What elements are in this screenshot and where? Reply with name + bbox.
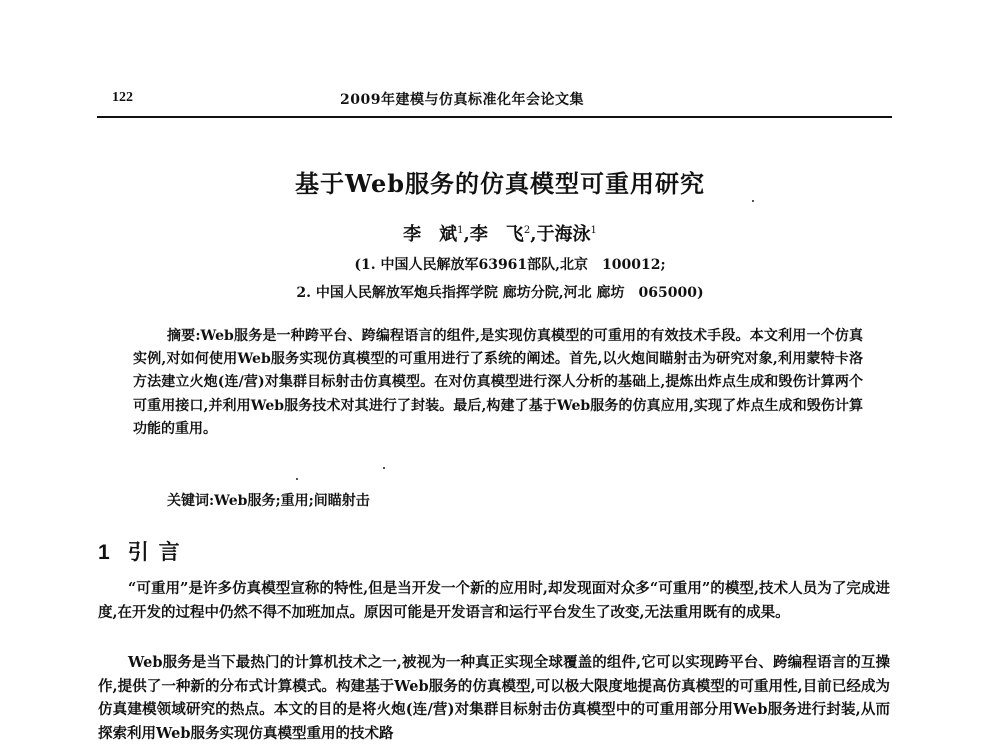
scan-speck bbox=[752, 200, 754, 202]
header-rule bbox=[97, 116, 892, 118]
author-affil-mark: 2 bbox=[523, 225, 531, 236]
scan-speck bbox=[383, 467, 385, 469]
keywords bbox=[167, 490, 370, 510]
author-name: 李 飞 bbox=[469, 224, 524, 245]
author-line: 李 斌$^1$,李 飞$^2$,于海泳$^1$ bbox=[403, 224, 597, 245]
running-header: 2009年建模与仿真标准化年会论文集 bbox=[340, 92, 584, 108]
page-number: 122 bbox=[112, 90, 133, 105]
body-paragraph-1: “可重用”是许多仿真模型宣称的特性,但是当开发一个新的应用时,却发现面对众多“可重用”的模型,技术人员为了完成进度,在开发的过程中仍然不得不加班加点。原因可能是开发语言和运行平台发生了改变,无法重用既有的成果。 bbox=[98, 580, 890, 621]
author-name: 于海泳 bbox=[536, 224, 591, 245]
abstract-text: Web服务是一种跨平台、跨编程语言的组件,是实现仿真模型的可重用的有效技术手段。本文利用一个仿真实例,对如何使用Web服务实现仿真模型的可重用进行了系统的阐述。首先,以火炮间瞄射击为研究对象,利用蒙特卡洛方法建立火炮(连/营)对集群目标射击仿真模型。在对仿真模型进行深人分析的基础上,提炼出炸点生成和毁伤计算两个可重用接口,并利用Web服务技术对其进行了封装。最后,构建了基于Web服务的仿真应用,实现了炸点生成和毁伤计算功能的重用。 bbox=[133, 328, 863, 437]
keywords-text: Web服务;重用;间瞄射击 bbox=[214, 493, 370, 509]
author-affil-mark: 1 bbox=[590, 225, 597, 236]
abstract bbox=[133, 325, 863, 441]
body-paragraph-2: Web服务是当下最热门的计算机技术之一,被视为一种真正实现全球覆盖的组件,它可以实现跨平台、跨编程语言的互操作,提供了一种新的分布式计算模式。构建基于Web服务的仿真模型,可以极大限度地提高仿真模型的可重用性,目前已经成为仿真建模领域研究的热点。本文的目的是将火炮(连/营)对集群目标射击仿真模型中的可重用部分用Web服务进行封装,从而探索利用Web服务实现仿真模型重用的技术路 bbox=[98, 654, 890, 742]
abstract-label: 摘要: bbox=[167, 328, 201, 344]
section-number: 1 bbox=[98, 541, 110, 564]
affiliation-1: (1. 中国人民解放军63961部队,北京 100012; bbox=[354, 257, 666, 273]
paper-title: 基于Web服务的仿真模型可重用研究 bbox=[294, 169, 706, 198]
affiliation-2: 2. 中国人民解放军炮兵指挥学院 廊坊分院,河北 廊坊 065000) bbox=[296, 285, 704, 301]
section-heading bbox=[98, 536, 190, 566]
keywords-label: 关键词: bbox=[167, 493, 215, 509]
scan-speck bbox=[296, 478, 298, 480]
section-title: 引言 bbox=[127, 540, 190, 564]
author-affil-mark: 1 bbox=[457, 225, 464, 236]
author-name: 李 斌 bbox=[403, 224, 458, 245]
